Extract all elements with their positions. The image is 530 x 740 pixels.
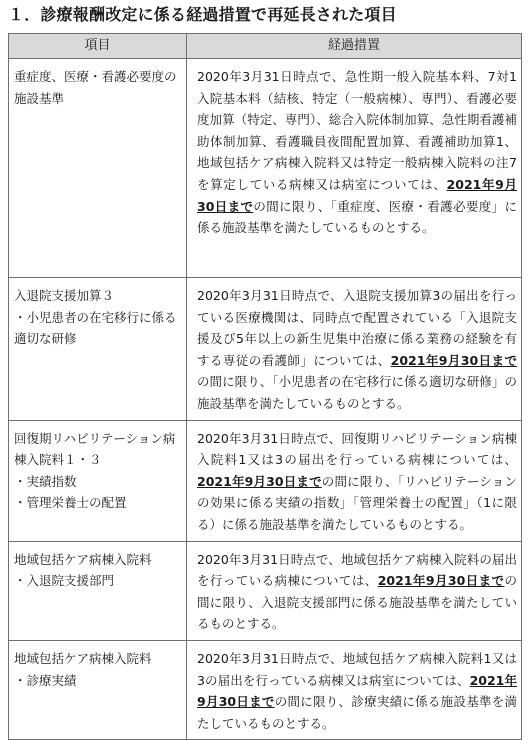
measure-text: の間に限り、診療実績に係る施設基準を満たしているものとする。 (197, 694, 517, 731)
table-row (9, 278, 522, 421)
measure-cell (187, 541, 522, 640)
transitional-measures-table (8, 33, 522, 740)
measure-cell (187, 640, 522, 739)
item-cell (9, 640, 187, 739)
measure-text: の間に限り、入退院支援部門に係る施設基準を満たしているものとする。 (197, 573, 517, 632)
measure-text: 2020年3月31日時点で、急性期一般入院基本料、7対1入院基本料（結核、特定（一般病棟）、専門）、看護必要度加算（特定、専門）、総合入院体制加算、急性期看護補助体制加算、看護職員夜間配置加算、看護補助加算1、地域包括ケア病棟入院料又は特定一般病棟入院料の注7を算定している病棟又は病室については、 (197, 69, 517, 192)
item-cell (9, 278, 187, 421)
item-title: 回復期リハビリテーション病棟入院料１・３ (14, 430, 176, 468)
measure-cell (187, 278, 522, 421)
deadline-highlight: 2021年9月30日まで (197, 473, 322, 489)
item-subpoint: ・入退院支援部門 (14, 573, 115, 589)
table-row (9, 640, 522, 739)
section-heading: １．診療報酬改定に係る経過措置で再延長された項目 (8, 5, 397, 24)
item-title: 地域包括ケア病棟入院料 (14, 551, 152, 567)
deadline-highlight: 2021年9月30日まで (390, 352, 517, 368)
item-subpoint: ・管理栄養士の配置 (14, 495, 127, 511)
item-cell (9, 420, 187, 541)
item-title: 地域包括ケア病棟入院料 (14, 650, 152, 666)
item-title: 入退院支援加算３ (14, 288, 115, 303)
measure-cell (187, 59, 522, 278)
item-cell (9, 59, 187, 278)
deadline-highlight: 2021年9月30日まで (377, 573, 505, 589)
item-title: 重症度、医療・看護必要度の施設基準 (14, 69, 177, 106)
table-row (9, 420, 522, 541)
measure-text: 2020年3月31日時点で、回復期リハビリテーション病棟入院料1又は3の届出を行っている病棟については、 (197, 430, 517, 468)
measure-text: の間に限り、「重症度、医療・看護必要度」に係る施設基準を満たしているものとする。 (197, 198, 517, 236)
measure-text: 2020年3月31日時点で、地域包括ケア病棟入院料の届出を行っている病棟については、 (197, 551, 517, 589)
measure-cell (187, 420, 522, 541)
measure-text: 2020年3月31日時点で、地域包括ケア病棟入院料1又は3の届出を行っている病棟又は病室については、 (197, 650, 517, 688)
table-row (9, 59, 522, 278)
item-subpoint: ・診療実績 (14, 672, 77, 688)
table-body (9, 59, 522, 740)
column-header-item: 項目 (9, 34, 187, 59)
measure-text: の間に限り、「リハビリテーションの効果に係る実績の指数」「管理栄養士の配置」（1に限る）に係る施設基準を満たしているものとする。 (197, 473, 517, 532)
measure-text: 2020年3月31日時点で、入退院支援加算3の届出を行っている医療機関は、同時点で配置されている「入退院支援及び5年以上の新生児集中治療に係る業務の経験を有する専従の看護師」については、 (197, 288, 517, 368)
item-subpoint: ・実績指数 (14, 473, 77, 489)
item-subpoint: ・小児患者の在宅移行に係る適切な研修 (14, 309, 177, 347)
deadline-highlight: 2021年9月30日まで (197, 176, 517, 214)
table-row (9, 541, 522, 640)
table-header-row (9, 34, 522, 59)
item-cell (9, 541, 187, 640)
deadline-highlight: 2021年9月30日まで (197, 672, 517, 710)
column-header-measure: 経過措置 (187, 34, 522, 59)
measure-text: の間に限り、「小児患者の在宅移行に係る適切な研修」の施設基準を満たしているものとする。 (197, 374, 517, 411)
